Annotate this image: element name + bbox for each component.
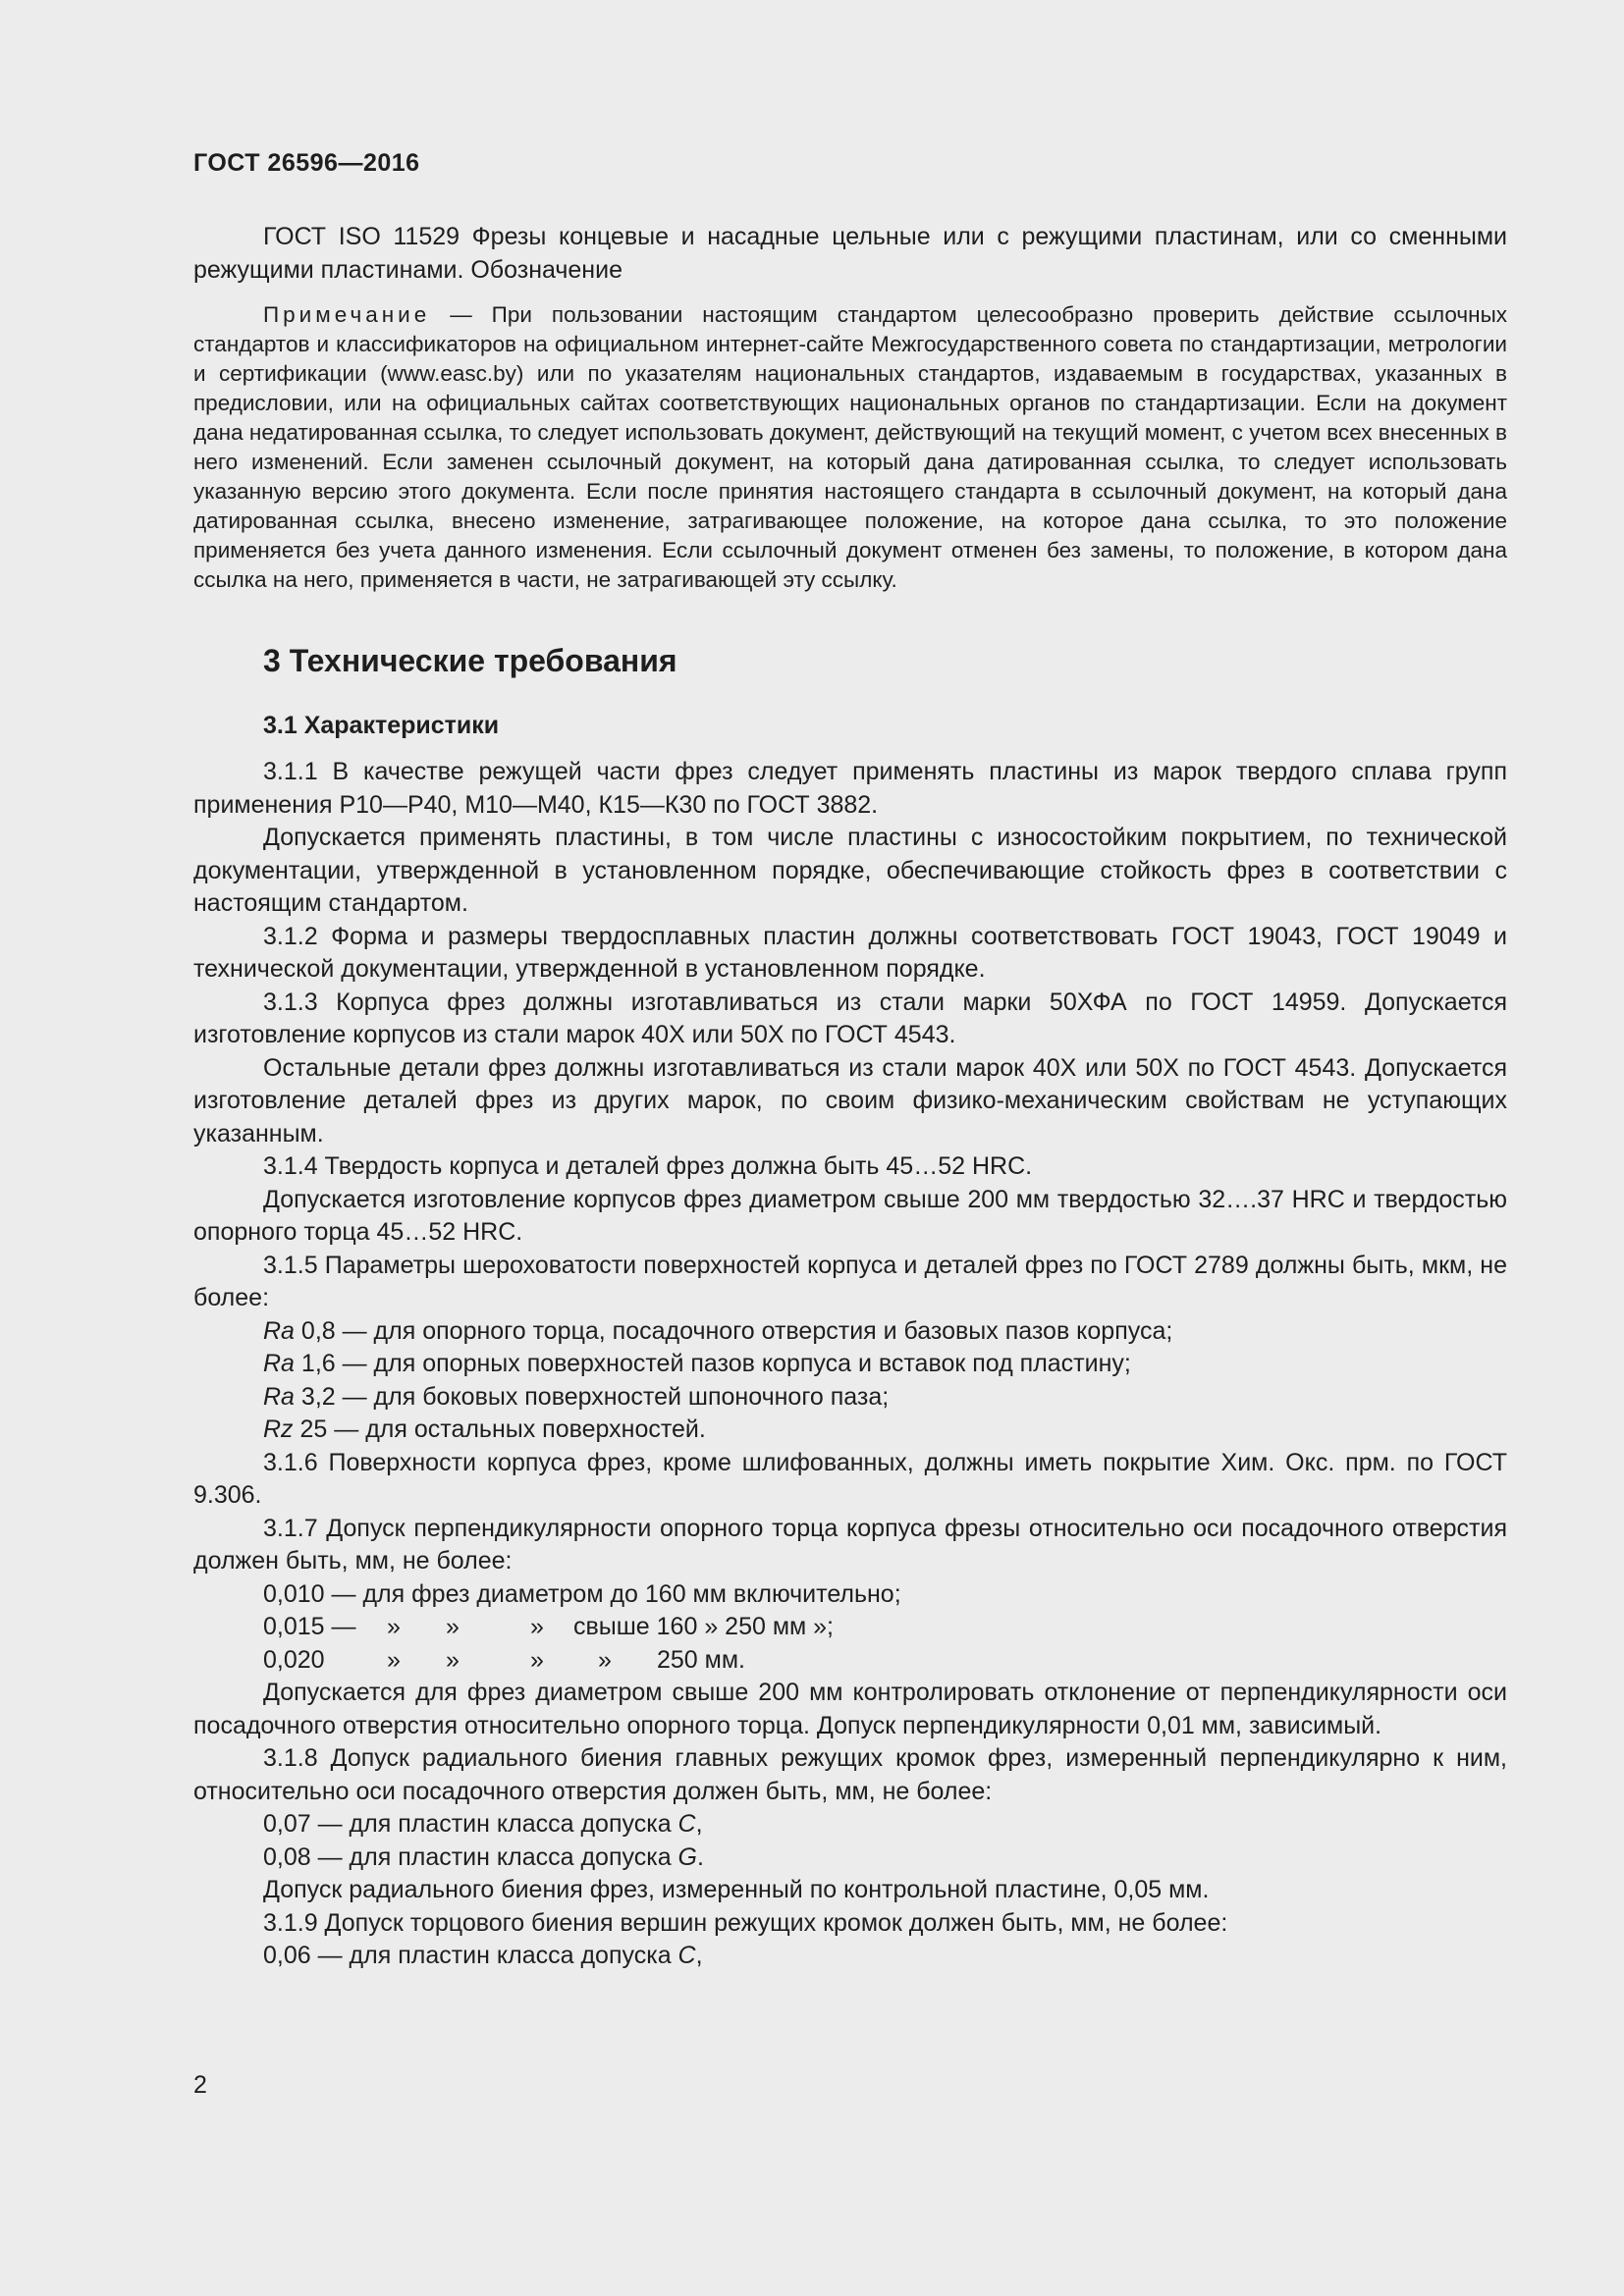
roughness-item [263, 1414, 1507, 1447]
tolerance-line: 0,010 — для фрез диаметром до 160 мм включительно; [263, 1579, 901, 1608]
tolerance-class-line [263, 1808, 1507, 1842]
roughness-text: 25 — для остальных поверхностей. [293, 1415, 706, 1443]
ditto-mark: » [446, 1645, 460, 1674]
tolerance-class-text: 0,06 — для пластин класса допуска [263, 1942, 678, 1969]
tolerance-line [263, 1644, 1507, 1678]
ditto-mark: » [446, 1613, 460, 1640]
note-text: — При пользовании настоящим стандартом целесообразно проверить действие ссылочных стандартов и классификаторов на официальном интернет-сайте Межгосударственного совета по стандартизации, метрологии и сертификации (www.easc.by) или по указателям национальных стандартов, издаваемым в государствах, указанных в предисловии, или на официальных сайтах соответствующих национальных органов по стандартизации. Если на документ дана недатированная ссылка, то следует использовать документ, действующий на текущий момент, с учетом всех внесенных в него изменений. Если заменен ссылочный документ, на который дана датированная ссылка, то следует использовать указанную версию этого документа. Если после принятия настоящего стандарта в ссылочный документ, на который дана датированная ссылка, внесено изменение, затрагивающее положение, на которое дана ссылка, то это положение применяется без учета данного изменения. Если ссылочный документ отменен без замены, то положение, в котором дана ссылка на него, применяется в части, не затрагивающей эту ссылку. [193, 302, 1507, 592]
section-heading: 3 Технические требования [263, 643, 677, 678]
ditto-mark: » [598, 1645, 612, 1674]
note-label: Примечание [263, 302, 431, 327]
clause-3-1-7-addendum: Допускается для фрез диаметром свыше 200 мм контролировать отклонение от перпендикулярности оси посадочного отверстия относительно опорного торца. Допуск перпендикулярности 0,01 мм, зависимый. [193, 1679, 1507, 1739]
clause-3-1-6: 3.1.6 Поверхности корпуса фрез, кроме шлифованных, должны иметь покрытие Хим. Окс. прм. по ГОСТ 9.306. [193, 1448, 1507, 1509]
tolerance-class-letter: C [677, 1810, 696, 1838]
clause-3-1-1-addendum: Допускается применять пластины, в том числе пластины с износостойким покрытием, по технической документации, утвержденной в установленном порядке, обеспечивающие стойкость фрез в соответствии с настоящим стандартом. [193, 824, 1507, 917]
tolerance-class-text: 0,08 — для пластин класса допуска [263, 1842, 678, 1871]
tolerance-class-line [263, 1940, 1507, 1973]
roughness-text: 1,6 — для опорных поверхностей пазов корпуса и вставок под пластину; [294, 1350, 1131, 1377]
reference-gost-iso: ГОСТ ISO 11529 Фрезы концевые и насадные цельные или с режущими пластинам, или со сменными режущими пластинами. Обозначение [193, 223, 1507, 284]
tolerance-class-text: 0,07 — для пластин класса допуска [263, 1810, 678, 1838]
roughness-item [263, 1315, 1507, 1349]
roughness-text: 3,2 — для боковых поверхностей шпоночного паза; [294, 1382, 890, 1411]
document-body [193, 221, 1507, 1973]
clause-3-1-4-addendum: Допускается изготовление корпусов фрез диаметром свыше 200 мм твердостью 32….37 HRC и твердостью опорного торца 45…52 HRC. [193, 1185, 1507, 1246]
tolerance-value: 0,020 [263, 1645, 325, 1674]
clause-3-1-8: 3.1.8 Допуск радиального биения главных режущих кромок фрез, измеренный перпендикулярно к ним, относительно оси посадочного отверстия должен быть, мм, не более: [193, 1744, 1507, 1805]
tolerance-range: свыше 160 » 250 мм »; [573, 1613, 834, 1640]
clause-3-1-2: 3.1.2 Форма и размеры твердосплавных пластин должны соответствовать ГОСТ 19043, ГОСТ 19049 и технической документации, утвержденной в установленном порядке. [193, 922, 1507, 983]
clause-3-1-3-addendum: Остальные детали фрез должны изготавливаться из стали марок 40Х или 50Х по ГОСТ 4543. Допускается изготовление деталей фрез из других марок, по своим физико-механическим свойствам не уступающих указанным. [193, 1053, 1507, 1148]
punctuation: , [695, 1942, 703, 1969]
roughness-symbol: Ra [263, 1316, 295, 1345]
tolerance-range: 250 мм. [657, 1645, 745, 1674]
roughness-symbol: Ra [263, 1350, 295, 1377]
page-number: 2 [193, 2071, 207, 2099]
punctuation: , [695, 1810, 703, 1838]
clause-3-1-7: 3.1.7 Допуск перпендикулярности опорного торца корпуса фрезы относительно оси посадочного отверстия должен быть, мм, не более: [193, 1514, 1507, 1575]
punctuation: . [697, 1842, 704, 1871]
tolerance-class-line [263, 1842, 1507, 1875]
tolerance-line [263, 1611, 1507, 1644]
ditto-mark: » [387, 1645, 401, 1674]
tolerance-class-letter: C [677, 1942, 696, 1969]
roughness-item [263, 1348, 1507, 1381]
note-paragraph [193, 300, 1507, 595]
page-header-title: ГОСТ 26596—2016 [193, 149, 420, 177]
ditto-mark: » [530, 1613, 544, 1640]
ditto-mark: » [530, 1645, 544, 1674]
roughness-symbol: Ra [263, 1382, 295, 1411]
subsection-heading: 3.1 Характеристики [263, 712, 500, 739]
ditto-mark: » [387, 1613, 401, 1640]
clause-3-1-5: 3.1.5 Параметры шероховатости поверхностей корпуса и деталей фрез по ГОСТ 2789 должны быть, мкм, не более: [193, 1251, 1507, 1311]
clause-3-1-8-addendum: Допуск радиального биения фрез, измеренный по контрольной пластине, 0,05 мм. [263, 1876, 1210, 1903]
roughness-text: 0,8 — для опорного торца, посадочного отверстия и базовых пазов корпуса; [294, 1316, 1173, 1345]
tolerance-class-letter: G [677, 1842, 697, 1871]
clause-3-1-3: 3.1.3 Корпуса фрез должны изготавливаться из стали марки 50ХФА по ГОСТ 14959. Допускается изготовление корпусов из стали марок 40Х или 50Х по ГОСТ 4543. [193, 988, 1507, 1048]
roughness-symbol: Rz [263, 1415, 294, 1443]
clause-3-1-1: 3.1.1 В качестве режущей части фрез следует применять пластины из марок твердого сплава групп применения Р10—Р40, М10—М40, К15—К30 по ГОСТ 3882. [193, 758, 1507, 819]
tolerance-value: 0,015 — [263, 1613, 356, 1640]
roughness-item [263, 1381, 1507, 1415]
clause-3-1-9: 3.1.9 Допуск торцового биения вершин режущих кромок должен быть, мм, не более: [263, 1908, 1228, 1937]
clause-3-1-4: 3.1.4 Твердость корпуса и деталей фрез должна быть 45…52 HRC. [263, 1152, 1033, 1180]
